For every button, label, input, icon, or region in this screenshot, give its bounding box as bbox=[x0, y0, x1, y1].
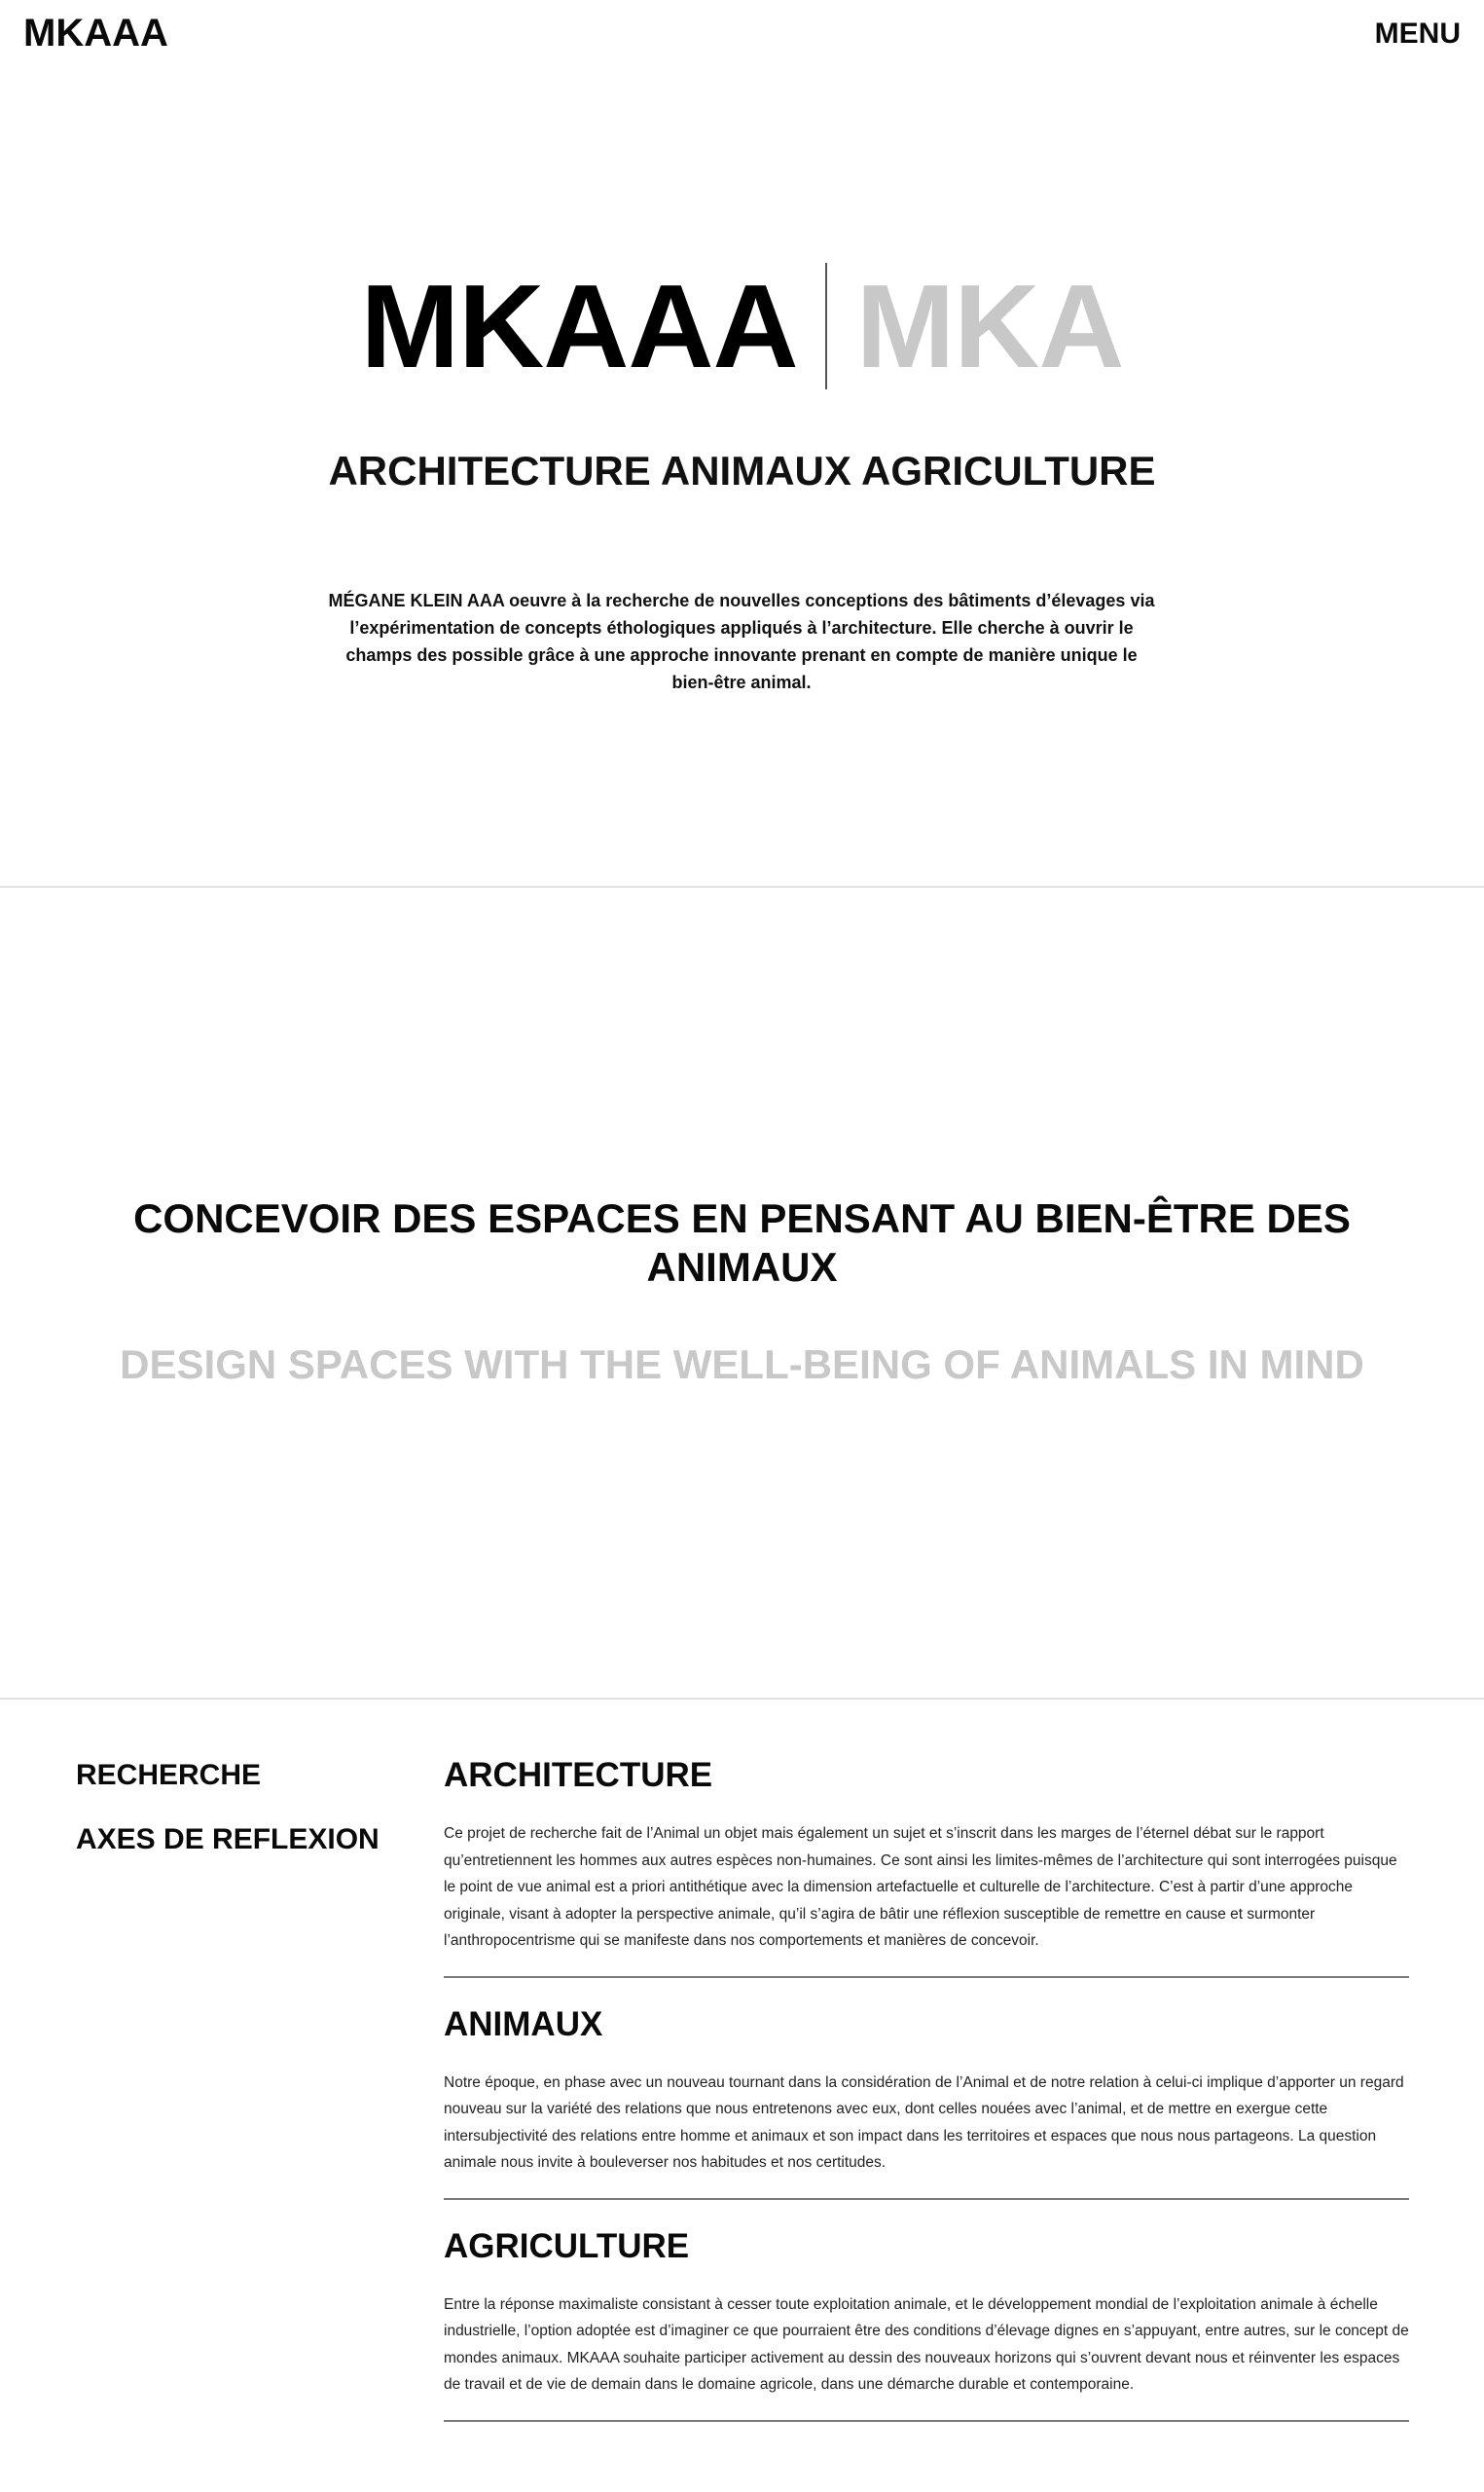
menu-button[interactable]: MENU bbox=[1374, 18, 1461, 50]
hero-tagline: ARCHITECTURE ANIMAUX AGRICULTURE bbox=[328, 448, 1156, 494]
article-text: Notre époque, en phase avec un nouveau tournant dans la considération de l’Animal et de notre relation à celui-ci implique d’apporter un regard nouveau sur la variété des relations que nous entretenons avec eux, dont celles nouées avec l’animal, et de mettre en exergue cette intersubjectivité des relations entre homme et animaux et son impact dans les territoires et espaces que nous nous partageons. La question animale nous invite à bouleverser nos habitudes et nos certitudes. bbox=[444, 2073, 1404, 2171]
article-text: Entre la réponse maximaliste consistant à cesser toute exploitation animale, et le développement mondial de l’exploitation animale à échelle industrielle, l’option adoptée est d’imaginer ce que pourraient être des conditions d’élevage dignes en s’appuyant, entre autres, sur le concept de mondes animaux. MKAAA souhaite participer activement au dessin des nouveaux horizons qui s’ouvrent devant nous et réinventer les espaces de travail et de vie de demain dans le domaine agricole, dans une démarche durable et contemporaine. bbox=[444, 2295, 1409, 2393]
hero-intro-text: MÉGANE KLEIN AAA oeuvre à la recherche de nouvelles conceptions des bâtiments d’élevages via l’expérimentation de concepts éthologiques appliqués à l’architecture. Elle cherche à ouvrir le champs des possible grâce à une approche innovante prenant en compte de manière unique le bien-être animal. bbox=[328, 591, 1155, 692]
site-header bbox=[0, 0, 1484, 78]
hero-logo bbox=[0, 260, 1484, 392]
logo-alt-text: MKA bbox=[855, 260, 1124, 392]
hero-section bbox=[0, 78, 1484, 888]
side-nav-item-recherche[interactable]: RECHERCHE bbox=[76, 1759, 262, 1791]
statement-french: CONCEVOIR DES ESPACES EN PENSANT AU BIEN-ÊTRE DES ANIMAUX bbox=[133, 1195, 1351, 1290]
article-title: ANIMAUX bbox=[444, 2004, 603, 2043]
logo-divider bbox=[825, 263, 827, 389]
statement-english: DESIGN SPACES WITH THE WELL-BEING OF ANIMALS IN MIND bbox=[120, 1341, 1364, 1387]
article-animaux bbox=[444, 2005, 1409, 2200]
article-text: Ce projet de recherche fait de l’Animal un objet mais également un sujet et s’inscrit dans les marges de l’éternel débat sur le rapport qu’entretiennent les hommes aux autres espèces non-humaines. Ce sont ainsi les limites-mêmes de l’architecture qui sont interrogées puisque le point de vue animal est a priori antithétique avec la dimension artefactuelle et culturelle de l’architecture. C’est à partir d’une approche originale, visant à adopter la perspective animale, qu’il s’agira de bâtir une réflexion susceptible de remettre en cause et surmonter l’anthropocentrisme qui se manifeste dans nos comportements et manières de concevoir. bbox=[444, 1825, 1397, 1949]
article-title: AGRICULTURE bbox=[444, 2226, 690, 2265]
article-agriculture bbox=[444, 2227, 1409, 2422]
statement-section bbox=[0, 888, 1484, 1700]
content-section bbox=[0, 1700, 1484, 2492]
articles-list bbox=[444, 1756, 1409, 2449]
brand-logo[interactable]: MKAAA bbox=[23, 12, 168, 55]
side-nav bbox=[76, 1758, 407, 1887]
side-nav-item-axes-de-reflexion[interactable]: AXES DE REFLEXION bbox=[76, 1823, 380, 1855]
logo-main-text: MKAAA bbox=[360, 260, 798, 392]
article-architecture bbox=[444, 1756, 1409, 1978]
article-title: ARCHITECTURE bbox=[444, 1756, 713, 1794]
